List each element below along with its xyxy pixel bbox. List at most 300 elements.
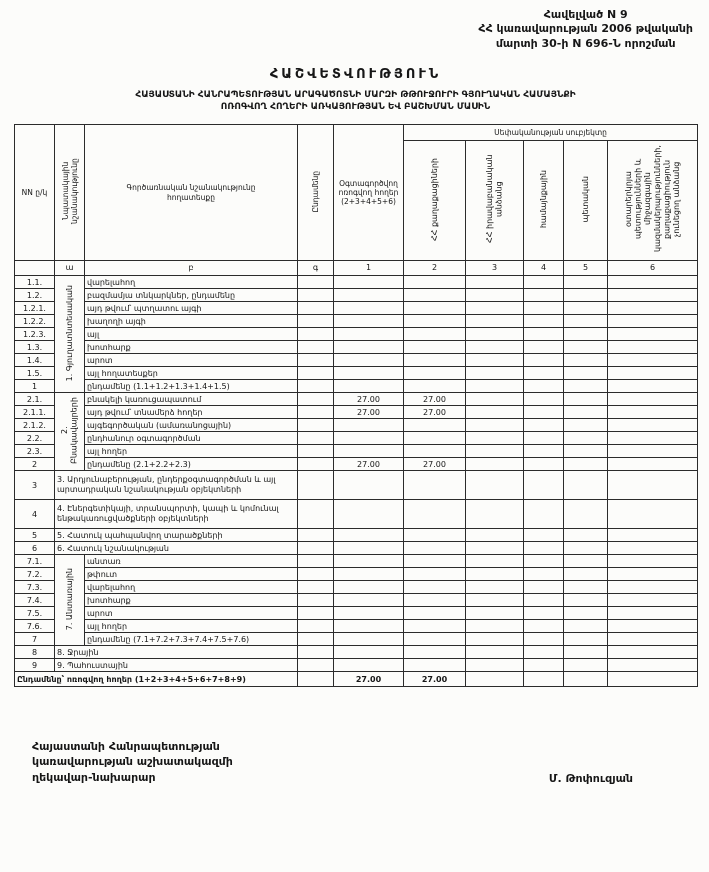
value-cell	[524, 419, 564, 432]
value-cell	[334, 341, 404, 354]
value-cell	[524, 672, 564, 687]
row-num-cell: 7.5.	[15, 607, 55, 620]
value-cell	[524, 568, 564, 581]
value-cell	[298, 581, 334, 594]
value-cell	[564, 432, 608, 445]
desc-cell: ընդամենը (2.1+2.2+2.3)	[85, 458, 298, 471]
letter-cell: 3	[466, 261, 524, 276]
value-cell	[608, 529, 698, 542]
row-num-cell: 7.2.	[15, 568, 55, 581]
row-num-cell: 2.1.2.	[15, 419, 55, 432]
value-cell	[524, 581, 564, 594]
value-cell	[564, 500, 608, 529]
row-num-cell: 3	[15, 471, 55, 500]
value-cell	[564, 633, 608, 646]
col-header-total	[298, 125, 334, 261]
value-cell	[524, 354, 564, 367]
value-cell	[608, 633, 698, 646]
desc-cell: արոտ	[85, 607, 298, 620]
desc-cell: այլ հողեր	[85, 620, 298, 633]
letter-cell: 5	[564, 261, 608, 276]
signatory-title-line3: ղեկավար-նախարար	[32, 770, 156, 784]
value-cell	[466, 620, 524, 633]
table-row-category	[15, 471, 698, 500]
col-header-used: Օգտագործվող ոռոգվող հողեր (2+3+4+5+6)	[334, 125, 404, 261]
row-num-cell: 7.4.	[15, 594, 55, 607]
desc-cell: ընդամենը (7.1+7.2+7.3+7.4+7.5+7.6)	[85, 633, 298, 646]
value-cell	[564, 471, 608, 500]
value-cell	[334, 581, 404, 594]
value-cell	[404, 659, 466, 672]
desc-cell: թփուտ	[85, 568, 298, 581]
table-row	[15, 432, 698, 445]
row-num-cell: 7.1.	[15, 555, 55, 568]
value-cell	[404, 419, 466, 432]
value-cell: 27.00	[404, 458, 466, 471]
value-cell	[608, 607, 698, 620]
table-row	[15, 594, 698, 607]
value-cell	[608, 367, 698, 380]
report-subtitle-line1: ՀԱՅԱՍՏԱՆԻ ՀԱՆՐԱՊԵՏՈՒԹՅԱՆ ԱՐԱԳԱԾՈՏՆԻ ՄԱՐԶԻ ԹԹՈՒՋՈՒՐԻ ԳՅՈՒՂԱԿԱՆ ՀԱՄԱՅՆՔԻ	[135, 89, 576, 100]
table-row	[15, 555, 698, 568]
row-num-cell: 2.1.	[15, 393, 55, 406]
value-cell: 27.00	[404, 393, 466, 406]
value-cell: 27.00	[334, 672, 404, 687]
value-cell	[608, 620, 698, 633]
row-num-cell: 1.4.	[15, 354, 55, 367]
letter-cell: գ	[298, 261, 334, 276]
row-num-cell: 1.2.	[15, 289, 55, 302]
table-row-grand-total	[15, 672, 698, 687]
value-cell	[608, 328, 698, 341]
value-cell	[298, 276, 334, 289]
value-cell	[564, 419, 608, 432]
desc-cell: այլ հողեր	[85, 445, 298, 458]
footer	[14, 739, 697, 785]
value-cell	[404, 529, 466, 542]
value-cell	[334, 302, 404, 315]
value-cell	[608, 672, 698, 687]
value-cell	[404, 594, 466, 607]
value-cell	[298, 393, 334, 406]
row-num-cell: 7.6.	[15, 620, 55, 633]
header-row-letters	[15, 261, 698, 276]
value-cell	[466, 471, 524, 500]
value-cell	[564, 594, 608, 607]
value-cell	[298, 607, 334, 620]
col-header-nn: NN ը/կ	[15, 125, 55, 261]
col-header-state-text: պետական	[580, 175, 590, 223]
value-cell	[608, 276, 698, 289]
value-cell	[466, 646, 524, 659]
value-cell	[564, 367, 608, 380]
value-cell	[564, 581, 608, 594]
value-cell	[404, 555, 466, 568]
value-cell	[466, 458, 524, 471]
group-label-settlements	[55, 393, 85, 471]
value-cell	[466, 328, 524, 341]
value-cell	[524, 633, 564, 646]
col-header-foreign-text: օտարերկրյա պետությունների և միջազգային կազմակերպությունների, քաղաքացիություն չունեցող անձանց	[623, 145, 681, 253]
value-cell	[298, 672, 334, 687]
value-cell	[404, 607, 466, 620]
value-cell	[404, 646, 466, 659]
col-header-foreign	[608, 141, 698, 261]
desc-cell: խաղողի այգի	[85, 315, 298, 328]
value-cell	[298, 555, 334, 568]
value-cell	[564, 406, 608, 419]
value-cell	[466, 354, 524, 367]
value-cell	[608, 594, 698, 607]
desc-cell: 4. Էներգետիկայի, տրանսպորտի, կապի և կոմունալ ենթակառուցվածքների օբյեկտների	[55, 500, 298, 529]
value-cell	[524, 659, 564, 672]
value-cell	[404, 620, 466, 633]
row-num-cell: 7	[15, 633, 55, 646]
value-cell	[466, 367, 524, 380]
value-cell	[564, 289, 608, 302]
value-cell	[334, 419, 404, 432]
value-cell	[608, 458, 698, 471]
value-cell	[564, 328, 608, 341]
value-cell	[404, 315, 466, 328]
value-cell	[466, 393, 524, 406]
value-cell	[524, 367, 564, 380]
value-cell	[298, 646, 334, 659]
value-cell	[334, 367, 404, 380]
row-num-cell: 2.2.	[15, 432, 55, 445]
value-cell	[334, 289, 404, 302]
letter-cell: բ	[85, 261, 298, 276]
value-cell	[404, 289, 466, 302]
row-num-cell: 4	[15, 500, 55, 529]
value-cell	[334, 607, 404, 620]
value-cell	[298, 419, 334, 432]
value-cell	[608, 445, 698, 458]
value-cell	[564, 659, 608, 672]
value-cell	[334, 328, 404, 341]
group-label-text: 7. Անտառային	[64, 567, 74, 631]
value-cell	[608, 568, 698, 581]
col-header-community-text: համայնքային	[538, 169, 548, 229]
desc-cell: 8. Ջրային	[55, 646, 298, 659]
value-cell	[298, 458, 334, 471]
value-cell	[466, 542, 524, 555]
value-cell	[404, 568, 466, 581]
row-num-cell: 2.3.	[15, 445, 55, 458]
value-cell	[298, 445, 334, 458]
value-cell	[608, 380, 698, 393]
desc-cell: այդ թվում՝ պտղատու այգի	[85, 302, 298, 315]
col-header-functional-text: Գործառնական նշանակությունը հողատեսքը	[126, 183, 256, 202]
table-row	[15, 328, 698, 341]
row-num-cell: 8	[15, 646, 55, 659]
value-cell	[334, 500, 404, 529]
letter-cell: ա	[55, 261, 85, 276]
table-row	[15, 289, 698, 302]
group-label-text: 1. Գյուղատնտեսական	[64, 284, 74, 382]
value-cell	[524, 328, 564, 341]
col-header-state	[564, 141, 608, 261]
table-row-category	[15, 659, 698, 672]
desc-cell: 3. Արդյունաբերության, ընդերքօգտագործման և այլ արտադրական նշանակության օբյեկտների	[55, 471, 298, 500]
value-cell	[524, 380, 564, 393]
value-cell	[466, 607, 524, 620]
desc-cell: այդ թվում՝ տնամերձ հողեր	[85, 406, 298, 419]
table-row	[15, 620, 698, 633]
value-cell	[298, 289, 334, 302]
value-cell	[524, 620, 564, 633]
value-cell	[524, 500, 564, 529]
value-cell	[466, 380, 524, 393]
row-num-cell: 1.5.	[15, 367, 55, 380]
group-label-text: 2. Բնակավայրերի	[59, 397, 79, 465]
value-cell	[298, 568, 334, 581]
signatory-title-line1: Հայաստանի Հանրապետության	[32, 740, 220, 754]
value-cell	[524, 542, 564, 555]
value-cell	[404, 354, 466, 367]
table-row	[15, 302, 698, 315]
table-row-category	[15, 542, 698, 555]
desc-cell: 9. Պահուստային	[55, 659, 298, 672]
value-cell	[466, 500, 524, 529]
table-row	[15, 315, 698, 328]
table-row	[15, 607, 698, 620]
value-cell	[298, 406, 334, 419]
value-cell	[298, 542, 334, 555]
row-num-cell: 5	[15, 529, 55, 542]
value-cell	[564, 445, 608, 458]
value-cell	[466, 568, 524, 581]
value-cell	[466, 529, 524, 542]
value-cell	[334, 445, 404, 458]
annex-line3: մարտի 30-ի N 696-Ն որոշման	[495, 36, 676, 50]
value-cell	[608, 646, 698, 659]
row-num-cell: 2	[15, 458, 55, 471]
value-cell	[608, 555, 698, 568]
value-cell	[404, 633, 466, 646]
desc-cell: խոտհարք	[85, 594, 298, 607]
table-row	[15, 341, 698, 354]
value-cell	[608, 581, 698, 594]
table-row	[15, 276, 698, 289]
table-row-subtotal	[15, 458, 698, 471]
value-cell	[466, 341, 524, 354]
value-cell	[466, 406, 524, 419]
letter-cell: 2	[404, 261, 466, 276]
value-cell	[608, 471, 698, 500]
value-cell	[564, 607, 608, 620]
value-cell	[404, 302, 466, 315]
value-cell	[404, 432, 466, 445]
signatory-title-line2: կառավարության աշխատակազմի	[32, 755, 233, 769]
group-label-forest	[55, 555, 85, 646]
value-cell	[334, 432, 404, 445]
value-cell	[334, 633, 404, 646]
value-cell	[466, 445, 524, 458]
row-num-cell: 1.2.2.	[15, 315, 55, 328]
desc-cell: այգեգործական (ամառանոցային)	[85, 419, 298, 432]
value-cell	[334, 542, 404, 555]
value-cell: 27.00	[404, 672, 466, 687]
signatory-name: Մ. Թոփուզյան	[548, 772, 633, 786]
value-cell	[334, 620, 404, 633]
desc-cell: ընդհանուր օգտագործման	[85, 432, 298, 445]
value-cell	[524, 646, 564, 659]
row-num-cell: 6	[15, 542, 55, 555]
table-row-category	[15, 500, 698, 529]
table-row	[15, 419, 698, 432]
value-cell	[466, 581, 524, 594]
value-cell	[564, 354, 608, 367]
col-header-citizens	[404, 141, 466, 261]
value-cell	[404, 542, 466, 555]
value-cell	[466, 633, 524, 646]
value-cell	[298, 315, 334, 328]
table-row	[15, 445, 698, 458]
value-cell	[524, 471, 564, 500]
value-cell	[404, 367, 466, 380]
value-cell	[334, 380, 404, 393]
row-num-cell: 1	[15, 380, 55, 393]
value-cell	[466, 432, 524, 445]
value-cell	[524, 341, 564, 354]
row-num-cell: 1.2.1.	[15, 302, 55, 315]
annex-line2: ՀՀ կառավարության 2006 թվականի	[478, 22, 693, 36]
table-row	[15, 581, 698, 594]
value-cell	[298, 354, 334, 367]
value-cell	[564, 458, 608, 471]
value-cell	[524, 289, 564, 302]
value-cell	[608, 302, 698, 315]
value-cell	[608, 354, 698, 367]
table-row-category	[15, 646, 698, 659]
value-cell	[564, 672, 608, 687]
value-cell	[334, 354, 404, 367]
row-num-cell: 1.2.3.	[15, 328, 55, 341]
value-cell	[564, 302, 608, 315]
letter-cell: 1	[334, 261, 404, 276]
value-cell	[404, 328, 466, 341]
value-cell	[564, 646, 608, 659]
table-row	[15, 406, 698, 419]
value-cell	[334, 471, 404, 500]
desc-cell: անտառ	[85, 555, 298, 568]
value-cell	[334, 276, 404, 289]
col-header-legal-entities-text: ՀՀ իրավաբանական անձանց	[484, 154, 504, 244]
value-cell	[524, 406, 564, 419]
desc-cell: այլ	[85, 328, 298, 341]
value-cell	[608, 315, 698, 328]
value-cell	[564, 393, 608, 406]
signatory-title-block	[32, 739, 233, 785]
table-row-category	[15, 529, 698, 542]
value-cell	[334, 594, 404, 607]
value-cell: 27.00	[404, 406, 466, 419]
value-cell	[404, 500, 466, 529]
value-cell	[564, 315, 608, 328]
table-row	[15, 393, 698, 406]
value-cell	[298, 380, 334, 393]
value-cell	[524, 458, 564, 471]
value-cell	[334, 555, 404, 568]
value-cell	[298, 471, 334, 500]
table-row	[15, 568, 698, 581]
col-header-community	[524, 141, 564, 261]
letter-cell: 6	[608, 261, 698, 276]
value-cell	[608, 341, 698, 354]
value-cell	[298, 529, 334, 542]
value-cell	[466, 659, 524, 672]
value-cell	[608, 406, 698, 419]
value-cell: 27.00	[334, 393, 404, 406]
desc-cell: ընդամենը (1.1+1.2+1.3+1.4+1.5)	[85, 380, 298, 393]
value-cell: 27.00	[334, 406, 404, 419]
value-cell	[564, 555, 608, 568]
value-cell	[608, 289, 698, 302]
desc-cell: այլ հողատեսքեր	[85, 367, 298, 380]
report-subtitle-line2: ՈՌՈԳՎՈՂ ՀՈՂԵՐԻ ԱՌԿԱՅՈՒԹՅԱՆ ԵՎ ԲԱՇԽՄԱՆ ՄԱՍԻՆ	[220, 102, 491, 113]
desc-cell: վարելահող	[85, 581, 298, 594]
value-cell	[564, 542, 608, 555]
col-header-purpose	[55, 125, 85, 261]
col-header-ownership-group: Սեփականության սուբյեկտը	[404, 125, 698, 141]
value-cell	[524, 529, 564, 542]
value-cell	[524, 276, 564, 289]
value-cell	[524, 607, 564, 620]
value-cell	[608, 419, 698, 432]
desc-cell: 6. Հատուկ նշանակության	[55, 542, 298, 555]
desc-cell: բնակելի կառուցապատում	[85, 393, 298, 406]
value-cell	[466, 555, 524, 568]
row-num-cell: 7.3.	[15, 581, 55, 594]
letter-cell: 4	[524, 261, 564, 276]
value-cell: 27.00	[334, 458, 404, 471]
value-cell	[524, 432, 564, 445]
col-header-functional	[85, 125, 298, 261]
value-cell	[466, 302, 524, 315]
group-label-agricultural	[55, 276, 85, 393]
value-cell	[608, 500, 698, 529]
value-cell	[608, 659, 698, 672]
value-cell	[564, 276, 608, 289]
col-header-citizens-text: ՀՀ քաղաքացիների	[429, 157, 439, 241]
value-cell	[298, 500, 334, 529]
table-row-subtotal	[15, 633, 698, 646]
table-row-subtotal	[15, 380, 698, 393]
col-header-purpose-text: Նպատակային նշանակությունը	[60, 158, 79, 225]
value-cell	[466, 594, 524, 607]
header-row-group	[15, 125, 698, 141]
value-cell	[334, 529, 404, 542]
value-cell	[334, 568, 404, 581]
row-num-cell: 2.1.1.	[15, 406, 55, 419]
report-table	[14, 124, 698, 687]
value-cell	[466, 315, 524, 328]
table-row	[15, 367, 698, 380]
value-cell	[466, 419, 524, 432]
desc-cell: վարելահող	[85, 276, 298, 289]
annex-reference-block	[478, 8, 693, 51]
table-row	[15, 354, 698, 367]
desc-cell: արոտ	[85, 354, 298, 367]
value-cell	[404, 341, 466, 354]
value-cell	[298, 432, 334, 445]
value-cell	[404, 380, 466, 393]
value-cell	[298, 367, 334, 380]
value-cell	[524, 555, 564, 568]
value-cell	[404, 445, 466, 458]
value-cell	[608, 432, 698, 445]
